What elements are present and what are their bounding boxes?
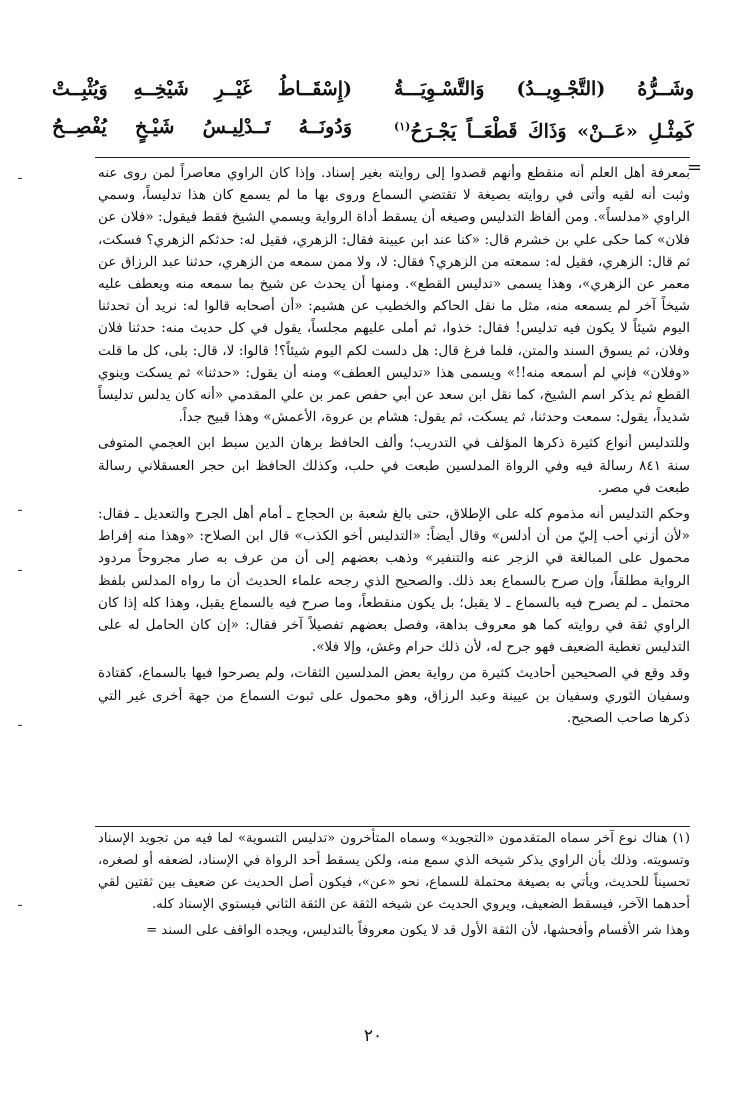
paragraph-tadlis-types: وللتدليس أنواع كثيرة ذكرها المؤلف في التدريب؛ وألف الحافظ برهان الدين سبط ابن العجمي المتوفى سنة ٨٤١ رسالة فيه وفي الرواة المدلسين طبعت في حلب، وكذلك الحافظ ابن حجر العسقلاني رسالة طبعت في مصر. — [98, 435, 691, 496]
footnote-1-continuation: وهذا شر الأقسام وأفحشها، لأن الثقة الأول قد لا يكون معروفاً بالتدليس، ويجده الواقف على السند = — [146, 923, 690, 938]
paragraph-tadlis-ruling: وحكم التدليس أنه مذموم كله على الإطلاق، حتى بالغ شعبة بن الحجاج ـ أمام أهل الجرح والتعديل ـ فقال: «لأن أزني أحب إليّ من أن أدلس» وقال أيضاً: «التدليس أخو الكذب» قال ابن الصلاح: «وهذا منه إفراط محمول على المبالغة في الزجر عنه والتنفير» وذهب بعضهم إلى أن من عرف به صار مجروحاً مردود الرواية مطلقاً، وإن صرح بالسماع بعد ذلك. والصحيح الذي رجحه علماء الحديث أن ما رواه المدلس بلفظ محتمل ـ لم يصرح فيه بالسماع ـ لا يقبل؛ بل يكون منقطعاً، وما صرح فيه بالسماع يقبل، وهذا كله إذا كان الراوي ثقة في روايته كما هو معروف بداهة، وفصل بعضهم تفصيلاً آخر فقال: «إن كان الحامل له على التدليس تغطية الضعيف فهو جرح له، لأن ذلك حرام وغش، وإلا فلا». — [98, 506, 690, 656]
verse-line-1 — [52, 70, 694, 108]
verse-line-2-left-hemistich: وَدُونَــهُ تَــدْلِيـسُ شَيْـخٍ يُفْصِــحُ — [52, 116, 352, 138]
footnote-1: (١) هناك نوع آخر سماه المتقدمون «التجويد» وسماه المتأخرون «تدليس التسوية» لما فيه من تجويد الإسناد وتسويته. وذلك بأن الراوي يذكر شيخه الذي سمع منه، ولكن يسقط أحد الرواة في الإسناد، لضعفه أو لصغره، تحسيناً للحديث، ويأتي به بصيغة محتملة للسماع، نحو «عن»، فيكون أصل الحديث عن ضعيف بين ثقتين لقي أحدهما الآخر، فيسقط الضعيف، ويروي الحديث عن شيخه الثقة عن الثقة الثاني فيستوي الإسناد كله. — [98, 831, 690, 912]
top-divider — [95, 157, 690, 158]
footnote-marker: (١) — [394, 120, 411, 133]
paragraph-tadlis-forms: بمعرفة أهل العلم أنه منقطع وأنهم قصدوا إلى روايته بغير إسناد. وإذا كان الراوي معاصراً لمن روى عنه وثبت أنه لقيه وأتى في روايته بصيغة لا تقتضي السماع وروى بها ما لم يسمع كان هذا تدليساً، وسمي الراوي «مدلساً». ومن ألفاظ التدليس وصيغه أن يسقط أداة الرواية ويسمي الشيخ فقط فيقول: «فلان عن فلان» كما حكى علي بن خشرم قال: «كنا عند ابن عيينة فقال: الزهري، فقيل له: حدثكم الزهري؟ فسكت، ثم قال: الزهري، فقيل له: سمعته من الزهري؟ فقال: لا، ولا ممن سمعه من الزهري، حدثنا عبد الرزاق عن معمر عن الزهري»، وهذا يسمى «تدليس القطع». ومنها أن يحدث عن شيخ بما سمعه منه ويعطف عليه شيخاً آخر لم يسمعه منه، مثل ما نقل الحاكم والخطيب عن هشيم: «أن أصحابه قالوا له: نريد أن تحدثنا اليوم شيئاً لا يكون فيه تدليس! فقال: خذوا، ثم أملى عليهم مجلساً، يقول في كل حديث منه: حدثنا فلان وفلان، ثم يسوق السند والمتن، فلما فرغ قال: هل دلست لكم اليوم شيئاً؟! قالوا: لا، قال: بلى، كل ما قلت «وفلان» فإني لم أسمعه منه!!» ويسمى هذا «تدليس العطف» ومنه أن يقول: «حدثنا» ثم يسكت وينوي القطع ثم يذكر اسم الشيخ، كما نقل ابن سعد عن أبي حفص عمر بن علي المقدمي «أنه كان يدلس تدليساً شديداً، يقول: سمعت وحدثنا، ثم يسكت، ثم يقول: هشام بن عروة، الأعمش» وهذا قبيح جداً. — [98, 165, 690, 426]
margin-mark: ـ — [18, 168, 22, 183]
footnote-divider — [95, 826, 690, 827]
verse-block — [52, 70, 694, 150]
margin-mark: ـ — [18, 895, 22, 910]
commentary-body — [98, 162, 690, 733]
margin-mark: ـ — [18, 715, 22, 730]
verse-line-1-right-hemistich: وشَــرُّهُ (التَّجْـوِيــدُ) وَالتَّسْـوِيَـــةُ — [394, 78, 694, 100]
verse-line-1-left-hemistich: (إِسْقَــاطُ غَيْــرِ شَيْخِــهِ وَيُثْبِــتْ — [52, 78, 352, 100]
verse-line-2-right-hemistich — [394, 108, 694, 146]
margin-mark: ـ — [18, 500, 22, 515]
verse-line-2 — [52, 108, 694, 146]
margin-mark: ـ — [18, 560, 22, 575]
page-number: ٢٠ — [363, 1026, 383, 1046]
paragraph-sahihayn: وقد وقع في الصحيحين أحاديث كثيرة من رواية بعض المدلسين الثقات، ولم يصرحوا فيها بالسماع، كقتادة وسفيان الثوري وسفيان بن عيينة وعبد الرزاق، وهو محمول على ثبوت السماع من جهة أخرى غير التي ذكرها صاحب الصحيح. — [98, 665, 690, 726]
continuation-mark-top: = — [686, 157, 702, 178]
verse-line-2-right-text: كَمِثْـلِ «عَــنْ» وَذَاكَ قَطْعَــاً يَجْـرَحُ — [410, 120, 694, 143]
footnotes — [98, 828, 690, 946]
